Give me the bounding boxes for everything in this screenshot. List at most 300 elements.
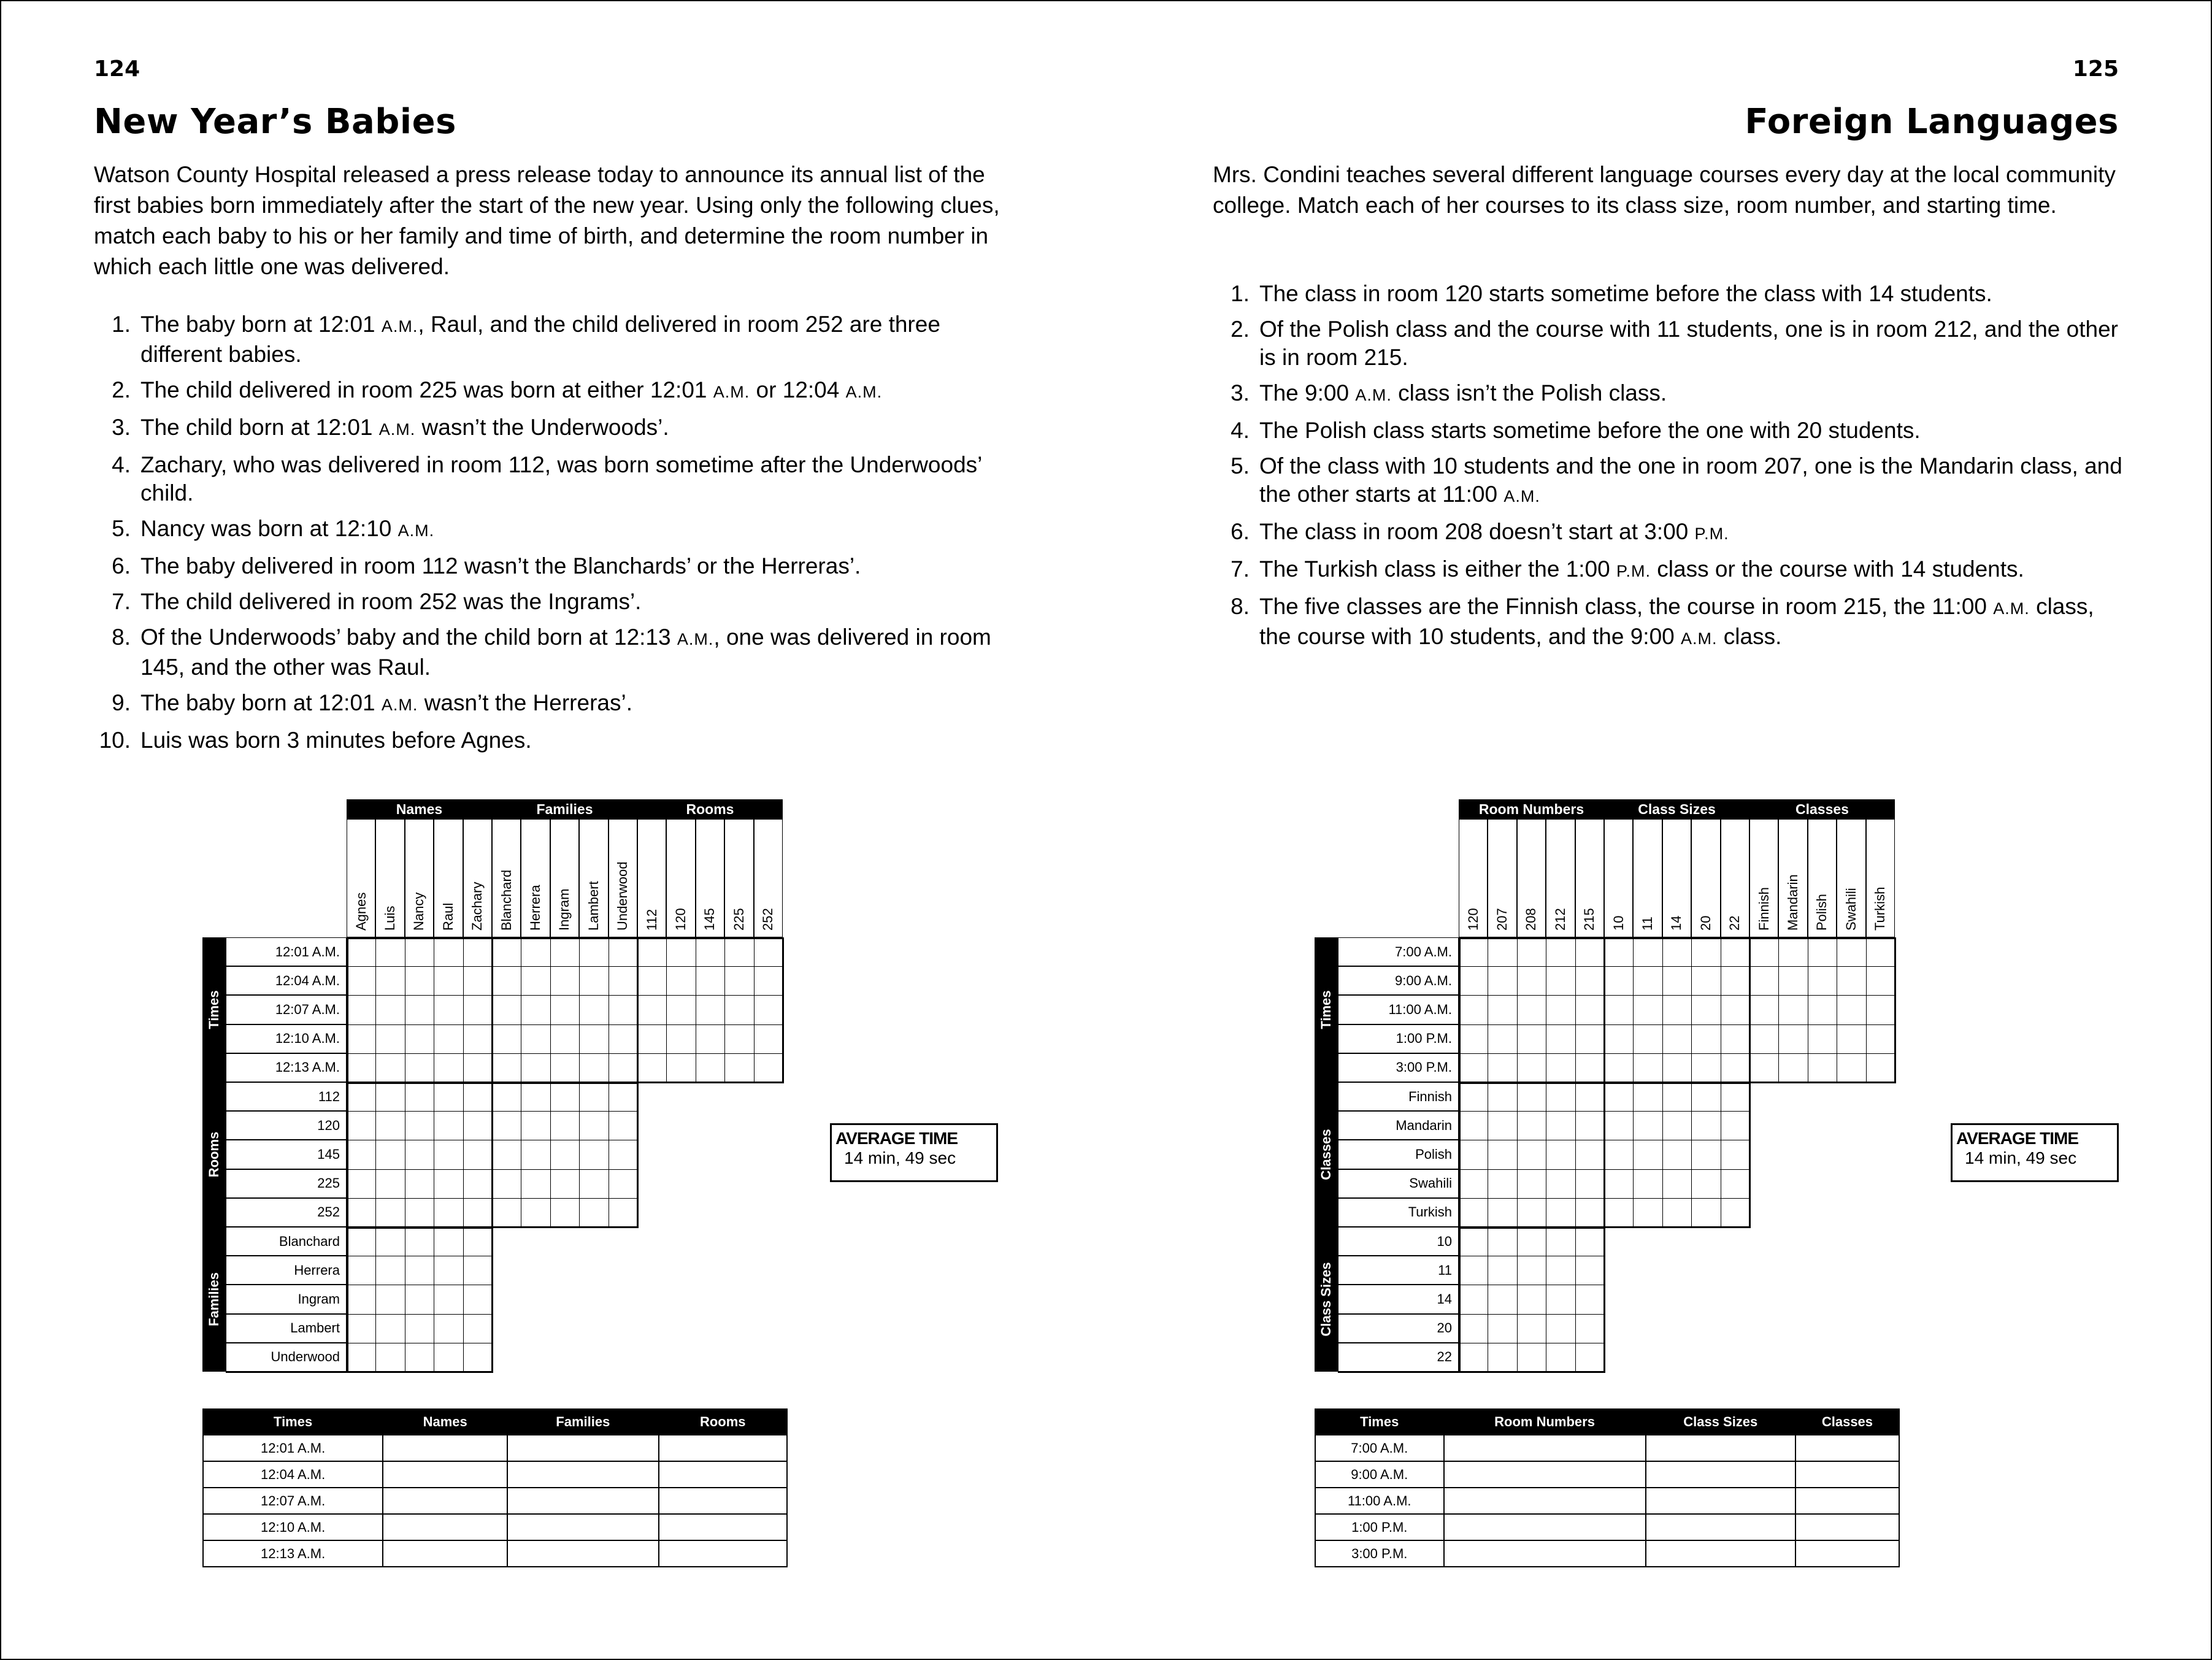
grid-cell[interactable] — [550, 995, 580, 1024]
grid-cell[interactable] — [579, 995, 609, 1024]
answer-cell[interactable] — [1646, 1540, 1795, 1567]
grid-cell[interactable] — [463, 1314, 493, 1343]
grid-cell[interactable] — [405, 937, 434, 967]
grid-cell[interactable] — [637, 995, 667, 1024]
grid-cell[interactable] — [1662, 1053, 1692, 1083]
grid-cell[interactable] — [1721, 1024, 1750, 1054]
grid-cell[interactable] — [724, 1024, 754, 1054]
grid-cell[interactable] — [434, 1169, 463, 1199]
grid-cell[interactable] — [1721, 937, 1750, 967]
grid-cell[interactable] — [1866, 937, 1895, 967]
grid-cell[interactable] — [347, 1082, 376, 1112]
grid-cell[interactable] — [609, 1024, 638, 1054]
grid-cell[interactable] — [1837, 937, 1866, 967]
grid-cell[interactable] — [1488, 995, 1517, 1024]
grid-cell[interactable] — [1721, 966, 1750, 996]
grid-cell[interactable] — [1691, 1111, 1721, 1140]
grid-cell[interactable] — [1488, 937, 1517, 967]
grid-cell[interactable] — [375, 1169, 405, 1199]
grid-cell[interactable] — [1837, 1024, 1866, 1054]
grid-cell[interactable] — [463, 1111, 493, 1140]
grid-cell[interactable] — [521, 1198, 550, 1228]
grid-cell[interactable] — [1459, 937, 1488, 967]
grid-cell[interactable] — [609, 995, 638, 1024]
grid-cell[interactable] — [1459, 1256, 1488, 1285]
grid-cell[interactable] — [347, 1285, 376, 1314]
grid-cell[interactable] — [1691, 1053, 1721, 1083]
grid-cell[interactable] — [1546, 1343, 1575, 1372]
grid-cell[interactable] — [724, 995, 754, 1024]
grid-cell[interactable] — [1546, 1198, 1575, 1228]
grid-cell[interactable] — [1488, 1111, 1517, 1140]
grid-cell[interactable] — [754, 1024, 783, 1054]
grid-cell[interactable] — [463, 1024, 493, 1054]
answer-cell[interactable] — [659, 1540, 788, 1567]
grid-cell[interactable] — [1459, 1285, 1488, 1314]
grid-cell[interactable] — [375, 966, 405, 996]
answer-cell[interactable] — [507, 1540, 658, 1567]
grid-cell[interactable] — [405, 1169, 434, 1199]
grid-cell[interactable] — [1459, 1343, 1488, 1372]
grid-cell[interactable] — [637, 966, 667, 996]
grid-cell[interactable] — [347, 1198, 376, 1228]
grid-cell[interactable] — [434, 1111, 463, 1140]
grid-cell[interactable] — [696, 995, 725, 1024]
grid-cell[interactable] — [1517, 1343, 1546, 1372]
grid-cell[interactable] — [1517, 1024, 1546, 1054]
answer-cell[interactable] — [1444, 1435, 1646, 1461]
grid-cell[interactable] — [696, 966, 725, 996]
grid-cell[interactable] — [434, 1140, 463, 1169]
grid-cell[interactable] — [550, 937, 580, 967]
grid-cell[interactable] — [1546, 1140, 1575, 1169]
grid-cell[interactable] — [521, 1024, 550, 1054]
answer-cell[interactable] — [1646, 1488, 1795, 1514]
grid-cell[interactable] — [405, 1227, 434, 1256]
grid-cell[interactable] — [434, 1198, 463, 1228]
grid-cell[interactable] — [666, 1024, 696, 1054]
grid-cell[interactable] — [434, 1256, 463, 1285]
grid-cell[interactable] — [434, 1343, 463, 1372]
grid-cell[interactable] — [1575, 1111, 1605, 1140]
grid-cell[interactable] — [1691, 966, 1721, 996]
grid-cell[interactable] — [1488, 1053, 1517, 1083]
grid-cell[interactable] — [1546, 937, 1575, 967]
answer-cell[interactable] — [383, 1540, 507, 1567]
grid-cell[interactable] — [405, 1082, 434, 1112]
grid-cell[interactable] — [347, 995, 376, 1024]
answer-cell[interactable] — [1795, 1514, 1899, 1540]
grid-cell[interactable] — [1575, 995, 1605, 1024]
grid-cell[interactable] — [1575, 1314, 1605, 1343]
grid-cell[interactable] — [375, 1024, 405, 1054]
grid-cell[interactable] — [1517, 1256, 1546, 1285]
grid-cell[interactable] — [405, 1111, 434, 1140]
grid-cell[interactable] — [1604, 1053, 1634, 1083]
answer-cell[interactable] — [1795, 1540, 1899, 1567]
grid-cell[interactable] — [463, 1082, 493, 1112]
grid-cell[interactable] — [1488, 1343, 1517, 1372]
grid-cell[interactable] — [666, 937, 696, 967]
grid-cell[interactable] — [375, 937, 405, 967]
grid-cell[interactable] — [375, 995, 405, 1024]
grid-cell[interactable] — [1604, 937, 1634, 967]
answer-cell[interactable] — [1795, 1435, 1899, 1461]
answer-cell[interactable] — [1646, 1461, 1795, 1488]
grid-cell[interactable] — [609, 1082, 638, 1112]
grid-cell[interactable] — [666, 995, 696, 1024]
grid-cell[interactable] — [1459, 995, 1488, 1024]
answer-cell[interactable] — [659, 1435, 788, 1461]
grid-cell[interactable] — [1575, 1082, 1605, 1112]
grid-cell[interactable] — [1575, 937, 1605, 967]
grid-cell[interactable] — [1546, 1314, 1575, 1343]
grid-cell[interactable] — [463, 937, 493, 967]
grid-cell[interactable] — [1546, 1285, 1575, 1314]
grid-cell[interactable] — [579, 937, 609, 967]
grid-cell[interactable] — [521, 966, 550, 996]
answer-cell[interactable] — [659, 1488, 788, 1514]
grid-cell[interactable] — [521, 1053, 550, 1083]
grid-cell[interactable] — [1778, 937, 1808, 967]
grid-cell[interactable] — [1633, 1140, 1662, 1169]
grid-cell[interactable] — [1488, 1314, 1517, 1343]
grid-cell[interactable] — [1662, 1198, 1692, 1228]
answer-cell[interactable] — [383, 1488, 507, 1514]
grid-cell[interactable] — [1546, 1024, 1575, 1054]
grid-cell[interactable] — [1662, 966, 1692, 996]
grid-cell[interactable] — [1633, 1111, 1662, 1140]
grid-cell[interactable] — [579, 1140, 609, 1169]
grid-cell[interactable] — [1721, 995, 1750, 1024]
grid-cell[interactable] — [347, 1227, 376, 1256]
grid-cell[interactable] — [1546, 995, 1575, 1024]
grid-cell[interactable] — [1866, 1053, 1895, 1083]
grid-cell[interactable] — [405, 995, 434, 1024]
grid-cell[interactable] — [1778, 1053, 1808, 1083]
grid-cell[interactable] — [1866, 966, 1895, 996]
grid-cell[interactable] — [1575, 1256, 1605, 1285]
grid-cell[interactable] — [1459, 1053, 1488, 1083]
grid-cell[interactable] — [434, 995, 463, 1024]
grid-cell[interactable] — [521, 1082, 550, 1112]
grid-cell[interactable] — [1633, 1198, 1662, 1228]
grid-cell[interactable] — [1488, 1024, 1517, 1054]
grid-cell[interactable] — [550, 1082, 580, 1112]
grid-cell[interactable] — [347, 1314, 376, 1343]
grid-cell[interactable] — [463, 1256, 493, 1285]
grid-cell[interactable] — [609, 1198, 638, 1228]
grid-cell[interactable] — [1546, 1053, 1575, 1083]
grid-cell[interactable] — [1778, 966, 1808, 996]
grid-cell[interactable] — [434, 1082, 463, 1112]
grid-cell[interactable] — [1575, 1169, 1605, 1199]
grid-cell[interactable] — [347, 937, 376, 967]
grid-cell[interactable] — [492, 1169, 521, 1199]
grid-cell[interactable] — [1633, 1024, 1662, 1054]
grid-cell[interactable] — [463, 1343, 493, 1372]
answer-cell[interactable] — [659, 1514, 788, 1540]
grid-cell[interactable] — [347, 1053, 376, 1083]
grid-cell[interactable] — [1808, 1024, 1837, 1054]
grid-cell[interactable] — [579, 1169, 609, 1199]
grid-cell[interactable] — [492, 1198, 521, 1228]
grid-cell[interactable] — [375, 1198, 405, 1228]
answer-cell[interactable] — [507, 1488, 658, 1514]
grid-cell[interactable] — [1778, 1024, 1808, 1054]
grid-cell[interactable] — [579, 1198, 609, 1228]
grid-cell[interactable] — [1633, 937, 1662, 967]
grid-cell[interactable] — [1575, 1024, 1605, 1054]
grid-cell[interactable] — [754, 966, 783, 996]
grid-cell[interactable] — [1517, 1285, 1546, 1314]
grid-cell[interactable] — [1488, 966, 1517, 996]
grid-cell[interactable] — [1691, 937, 1721, 967]
grid-cell[interactable] — [1488, 1227, 1517, 1256]
grid-cell[interactable] — [1459, 1024, 1488, 1054]
grid-cell[interactable] — [347, 1169, 376, 1199]
grid-cell[interactable] — [724, 937, 754, 967]
grid-cell[interactable] — [347, 1111, 376, 1140]
grid-cell[interactable] — [609, 1140, 638, 1169]
grid-cell[interactable] — [521, 1169, 550, 1199]
grid-cell[interactable] — [375, 1053, 405, 1083]
answer-cell[interactable] — [1795, 1461, 1899, 1488]
grid-cell[interactable] — [1604, 1198, 1634, 1228]
grid-cell[interactable] — [434, 1285, 463, 1314]
grid-cell[interactable] — [1866, 1024, 1895, 1054]
answer-cell[interactable] — [1444, 1461, 1646, 1488]
grid-cell[interactable] — [609, 937, 638, 967]
grid-cell[interactable] — [1488, 1285, 1517, 1314]
grid-cell[interactable] — [1488, 1256, 1517, 1285]
grid-cell[interactable] — [579, 1111, 609, 1140]
grid-cell[interactable] — [1546, 1169, 1575, 1199]
grid-cell[interactable] — [492, 966, 521, 996]
grid-cell[interactable] — [1546, 1082, 1575, 1112]
grid-cell[interactable] — [1517, 937, 1546, 967]
grid-cell[interactable] — [463, 995, 493, 1024]
grid-cell[interactable] — [1459, 966, 1488, 996]
grid-cell[interactable] — [1837, 1053, 1866, 1083]
grid-cell[interactable] — [405, 1140, 434, 1169]
grid-cell[interactable] — [375, 1256, 405, 1285]
grid-cell[interactable] — [1662, 1169, 1692, 1199]
answer-cell[interactable] — [1444, 1540, 1646, 1567]
grid-cell[interactable] — [550, 1198, 580, 1228]
grid-cell[interactable] — [492, 1053, 521, 1083]
grid-cell[interactable] — [1691, 1198, 1721, 1228]
grid-cell[interactable] — [434, 1314, 463, 1343]
answer-cell[interactable] — [659, 1461, 788, 1488]
answer-cell[interactable] — [383, 1461, 507, 1488]
grid-cell[interactable] — [1691, 1169, 1721, 1199]
grid-cell[interactable] — [1575, 1053, 1605, 1083]
grid-cell[interactable] — [1662, 1024, 1692, 1054]
answer-cell[interactable] — [507, 1461, 658, 1488]
grid-cell[interactable] — [405, 1198, 434, 1228]
grid-cell[interactable] — [434, 1024, 463, 1054]
grid-cell[interactable] — [347, 966, 376, 996]
grid-cell[interactable] — [375, 1082, 405, 1112]
answer-cell[interactable] — [383, 1514, 507, 1540]
grid-cell[interactable] — [1749, 995, 1779, 1024]
grid-cell[interactable] — [609, 1111, 638, 1140]
grid-cell[interactable] — [1749, 966, 1779, 996]
grid-cell[interactable] — [1633, 966, 1662, 996]
grid-cell[interactable] — [463, 1053, 493, 1083]
grid-cell[interactable] — [1721, 1169, 1750, 1199]
grid-cell[interactable] — [1633, 1053, 1662, 1083]
grid-cell[interactable] — [1488, 1082, 1517, 1112]
grid-cell[interactable] — [1749, 1053, 1779, 1083]
grid-cell[interactable] — [375, 1227, 405, 1256]
answer-cell[interactable] — [1795, 1488, 1899, 1514]
answer-cell[interactable] — [1444, 1488, 1646, 1514]
grid-cell[interactable] — [347, 1024, 376, 1054]
grid-cell[interactable] — [492, 937, 521, 967]
grid-cell[interactable] — [492, 1111, 521, 1140]
grid-cell[interactable] — [1517, 1111, 1546, 1140]
grid-cell[interactable] — [405, 1285, 434, 1314]
grid-cell[interactable] — [1459, 1227, 1488, 1256]
grid-cell[interactable] — [1808, 966, 1837, 996]
grid-cell[interactable] — [1662, 1140, 1692, 1169]
grid-cell[interactable] — [1721, 1140, 1750, 1169]
grid-cell[interactable] — [666, 1053, 696, 1083]
grid-cell[interactable] — [463, 1169, 493, 1199]
grid-cell[interactable] — [375, 1343, 405, 1372]
grid-cell[interactable] — [1546, 966, 1575, 996]
grid-cell[interactable] — [1633, 1082, 1662, 1112]
grid-cell[interactable] — [1721, 1198, 1750, 1228]
grid-cell[interactable] — [375, 1285, 405, 1314]
grid-cell[interactable] — [1575, 1285, 1605, 1314]
grid-cell[interactable] — [1575, 1227, 1605, 1256]
grid-cell[interactable] — [1459, 1198, 1488, 1228]
grid-cell[interactable] — [550, 1053, 580, 1083]
grid-cell[interactable] — [375, 1111, 405, 1140]
grid-cell[interactable] — [463, 1140, 493, 1169]
grid-cell[interactable] — [1459, 1140, 1488, 1169]
grid-cell[interactable] — [1691, 995, 1721, 1024]
grid-cell[interactable] — [724, 966, 754, 996]
grid-cell[interactable] — [1488, 1169, 1517, 1199]
answer-cell[interactable] — [507, 1514, 658, 1540]
grid-cell[interactable] — [696, 1024, 725, 1054]
grid-cell[interactable] — [521, 1111, 550, 1140]
grid-cell[interactable] — [434, 937, 463, 967]
grid-cell[interactable] — [1517, 1053, 1546, 1083]
grid-cell[interactable] — [347, 1256, 376, 1285]
grid-cell[interactable] — [434, 966, 463, 996]
grid-cell[interactable] — [1778, 995, 1808, 1024]
grid-cell[interactable] — [1488, 1198, 1517, 1228]
grid-cell[interactable] — [637, 1053, 667, 1083]
grid-cell[interactable] — [1604, 1082, 1634, 1112]
grid-cell[interactable] — [579, 1024, 609, 1054]
grid-cell[interactable] — [609, 966, 638, 996]
grid-cell[interactable] — [521, 937, 550, 967]
grid-cell[interactable] — [754, 1053, 783, 1083]
grid-cell[interactable] — [579, 1082, 609, 1112]
grid-cell[interactable] — [1691, 1082, 1721, 1112]
grid-cell[interactable] — [579, 1053, 609, 1083]
answer-cell[interactable] — [507, 1435, 658, 1461]
grid-cell[interactable] — [637, 1024, 667, 1054]
grid-cell[interactable] — [463, 1285, 493, 1314]
grid-cell[interactable] — [1662, 1111, 1692, 1140]
grid-cell[interactable] — [1459, 1082, 1488, 1112]
grid-cell[interactable] — [1575, 1343, 1605, 1372]
grid-cell[interactable] — [1633, 1169, 1662, 1199]
grid-cell[interactable] — [1604, 966, 1634, 996]
grid-cell[interactable] — [1749, 1024, 1779, 1054]
grid-cell[interactable] — [1866, 995, 1895, 1024]
grid-cell[interactable] — [405, 1343, 434, 1372]
grid-cell[interactable] — [1662, 937, 1692, 967]
grid-cell[interactable] — [1575, 1140, 1605, 1169]
grid-cell[interactable] — [375, 1314, 405, 1343]
grid-cell[interactable] — [1604, 995, 1634, 1024]
grid-cell[interactable] — [1546, 1111, 1575, 1140]
grid-cell[interactable] — [347, 1343, 376, 1372]
grid-cell[interactable] — [550, 1169, 580, 1199]
grid-cell[interactable] — [1604, 1024, 1634, 1054]
answer-cell[interactable] — [383, 1435, 507, 1461]
grid-cell[interactable] — [1517, 1082, 1546, 1112]
grid-cell[interactable] — [1662, 1082, 1692, 1112]
grid-cell[interactable] — [405, 1053, 434, 1083]
grid-cell[interactable] — [1691, 1140, 1721, 1169]
grid-cell[interactable] — [492, 1140, 521, 1169]
grid-cell[interactable] — [550, 966, 580, 996]
grid-cell[interactable] — [1721, 1111, 1750, 1140]
grid-cell[interactable] — [550, 1024, 580, 1054]
grid-cell[interactable] — [1604, 1140, 1634, 1169]
grid-cell[interactable] — [1517, 1198, 1546, 1228]
grid-cell[interactable] — [1575, 1198, 1605, 1228]
grid-cell[interactable] — [1691, 1024, 1721, 1054]
grid-cell[interactable] — [754, 937, 783, 967]
grid-cell[interactable] — [405, 1314, 434, 1343]
grid-cell[interactable] — [1546, 1256, 1575, 1285]
grid-cell[interactable] — [1517, 966, 1546, 996]
grid-cell[interactable] — [1604, 1169, 1634, 1199]
grid-cell[interactable] — [1662, 995, 1692, 1024]
grid-cell[interactable] — [434, 1053, 463, 1083]
grid-cell[interactable] — [347, 1140, 376, 1169]
grid-cell[interactable] — [1517, 995, 1546, 1024]
grid-cell[interactable] — [550, 1140, 580, 1169]
grid-cell[interactable] — [1488, 1140, 1517, 1169]
grid-cell[interactable] — [1721, 1053, 1750, 1083]
grid-cell[interactable] — [434, 1227, 463, 1256]
grid-cell[interactable] — [463, 966, 493, 996]
grid-cell[interactable] — [405, 966, 434, 996]
grid-cell[interactable] — [1604, 1111, 1634, 1140]
answer-cell[interactable] — [1646, 1514, 1795, 1540]
grid-cell[interactable] — [1633, 995, 1662, 1024]
grid-cell[interactable] — [492, 1082, 521, 1112]
grid-cell[interactable] — [696, 1053, 725, 1083]
grid-cell[interactable] — [492, 995, 521, 1024]
answer-cell[interactable] — [1444, 1514, 1646, 1540]
grid-cell[interactable] — [666, 966, 696, 996]
grid-cell[interactable] — [521, 995, 550, 1024]
grid-cell[interactable] — [609, 1169, 638, 1199]
grid-cell[interactable] — [1808, 1053, 1837, 1083]
